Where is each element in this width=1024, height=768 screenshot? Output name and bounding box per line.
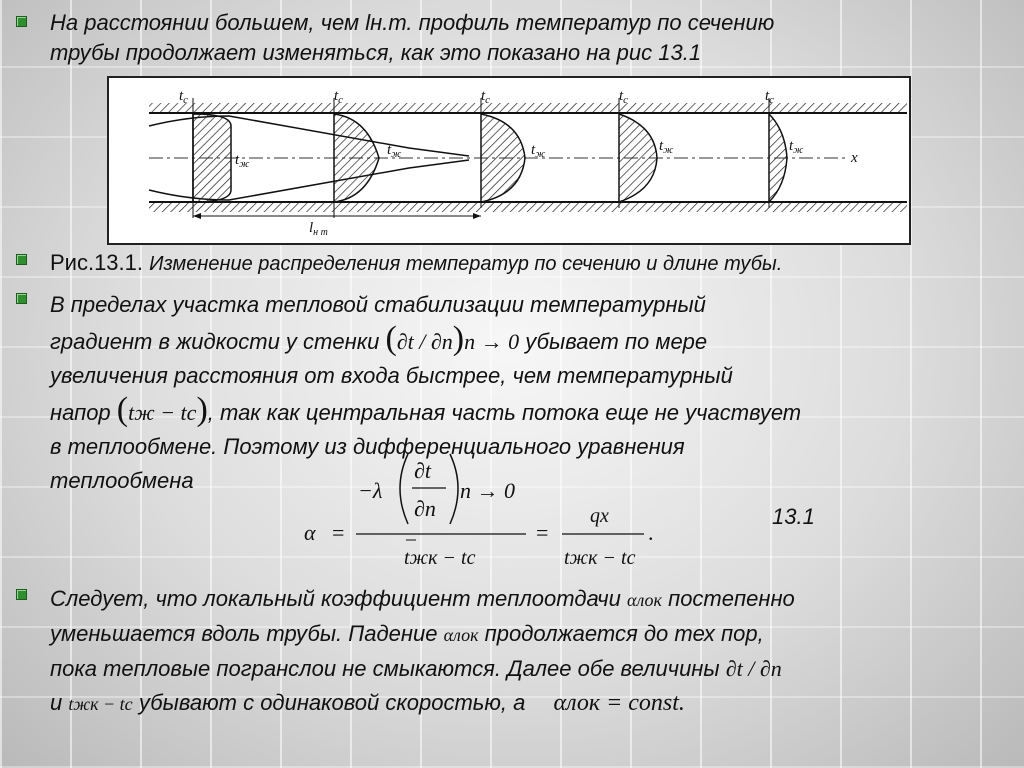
formula-svg: [300, 448, 680, 578]
label-tzh-2: $t_ж$: [387, 142, 402, 160]
formula-dt: ∂t: [414, 458, 431, 483]
stab-line-6: теплообмена: [50, 468, 194, 493]
paren-open: (: [385, 320, 397, 357]
formula-denominator-1: tжк − tс: [404, 547, 476, 569]
gradient-expression: ∂t / ∂n: [396, 329, 453, 354]
label-tzh-5: $t_ж$: [789, 138, 804, 156]
pipe-wall-top: [149, 103, 907, 113]
stab-line-4b: , так как центральная часть потока еще не участвует: [207, 400, 802, 425]
pipe-temperature-figure: [107, 76, 911, 245]
bullet-marker: [16, 16, 27, 27]
stab-line-4: [50, 393, 1020, 430]
stab-line-4a: напор: [50, 400, 111, 425]
concl-line-2: [50, 617, 1020, 652]
alpha-lok-1: αлок: [627, 590, 662, 610]
profile-5: [769, 114, 787, 202]
label-tc-5: $t_c$: [765, 88, 775, 106]
temperature-head: tж − tс: [128, 400, 197, 425]
formula-dn: ∂n: [414, 496, 436, 521]
concl-line-4a: и: [50, 690, 63, 715]
formula-equals-1: =: [332, 520, 345, 545]
profile-2: [334, 114, 379, 202]
profile-4: [619, 114, 657, 202]
formula-qx: qx: [590, 505, 609, 527]
intro-line-2: трубы продолжает изменяться, как это показано на рис 13.1: [50, 40, 702, 65]
length-arrow-right: [473, 213, 481, 219]
caption-prefix: Рис.13.1.: [50, 250, 144, 275]
pipe-diagram: [109, 78, 909, 243]
concl-line-3: [50, 652, 1020, 686]
label-tc-3: $t_c$: [481, 88, 491, 106]
formula-alpha: α: [304, 520, 316, 545]
stab-line-3: увеличения расстояния от входа быстрее, чем температурный: [50, 363, 733, 388]
caption-text: Изменение распределения температур по сечению и длине тубы.: [149, 253, 783, 275]
bullet-marker: [16, 589, 27, 600]
profile-1: [193, 114, 231, 202]
length-arrow-left: [193, 213, 201, 219]
label-tc-2: $t_c$: [334, 88, 344, 106]
gradient-limit: n → 0: [464, 329, 520, 354]
alpha-lok-2: αлок: [443, 625, 479, 645]
paren-close: ): [452, 320, 465, 357]
stab-line-2a: градиент в жидкости у стенки: [50, 329, 380, 354]
label-lnt: $l_{н т}$: [309, 220, 328, 238]
stab-line-2: [50, 322, 1020, 359]
label-tzh-1: $t_ж$: [235, 152, 250, 170]
equation-number: 13.1: [772, 504, 815, 529]
label-x-axis: x: [851, 150, 858, 166]
concl-line-1b: постепенно: [668, 586, 795, 611]
concl-line-1: [50, 582, 1020, 617]
temperature-difference: tжк − tс: [68, 694, 133, 714]
formula-13-1: [300, 448, 680, 578]
stab-line-2b: убывает по мере: [525, 329, 708, 354]
concl-line-3a: пока тепловые погранслои не смыкаются. Далее обе величины: [50, 656, 720, 681]
label-tzh-3: $t_ж$: [531, 142, 546, 160]
intro-line-1: На расстоянии большем, чем lн.т. профиль температур по сечению: [50, 10, 775, 35]
bullet-marker: [16, 254, 27, 265]
formula-big-paren-left: [400, 454, 408, 524]
formula-equals-2: =: [536, 520, 549, 545]
pipe-wall-bottom: [149, 202, 907, 212]
formula-period: .: [648, 520, 654, 545]
label-tzh-4: $t_ж$: [659, 138, 674, 156]
formula-limit: n → 0: [460, 478, 515, 503]
formula-denominator-2: tжк − tс: [564, 547, 636, 569]
profile-3: [481, 114, 525, 202]
paren-close: ): [196, 391, 208, 428]
paragraph-intro: [50, 8, 774, 68]
bullet-marker: [16, 293, 27, 304]
paragraph-conclusion: [50, 582, 1020, 721]
label-tc-4: $t_c$: [619, 88, 629, 106]
formula-big-paren-right: [450, 454, 458, 524]
stab-line-5: в теплообмене. Поэтому из дифференциального уравнения: [50, 434, 685, 459]
concl-line-2a: уменьшается вдоль трубы. Падение: [50, 621, 438, 646]
concl-line-4: [50, 686, 1020, 721]
figure-caption: [50, 248, 782, 279]
paren-open: (: [116, 391, 129, 428]
stab-line-1: В пределах участка тепловой стабилизации температурный: [50, 292, 706, 317]
concl-line-4b: убывают с одинаковой скоростью, а: [138, 690, 526, 715]
label-tc-1: $t_c$: [179, 88, 189, 106]
gradient-ratio: ∂t / ∂n: [725, 656, 782, 681]
formula-minus-lambda: −λ: [358, 478, 383, 503]
concl-line-2b: продолжается до тех пор,: [484, 621, 764, 646]
alpha-const: αлок = const.: [553, 690, 685, 716]
concl-line-1a: Следует, что локальный коэффициент теплоотдачи: [50, 586, 621, 611]
